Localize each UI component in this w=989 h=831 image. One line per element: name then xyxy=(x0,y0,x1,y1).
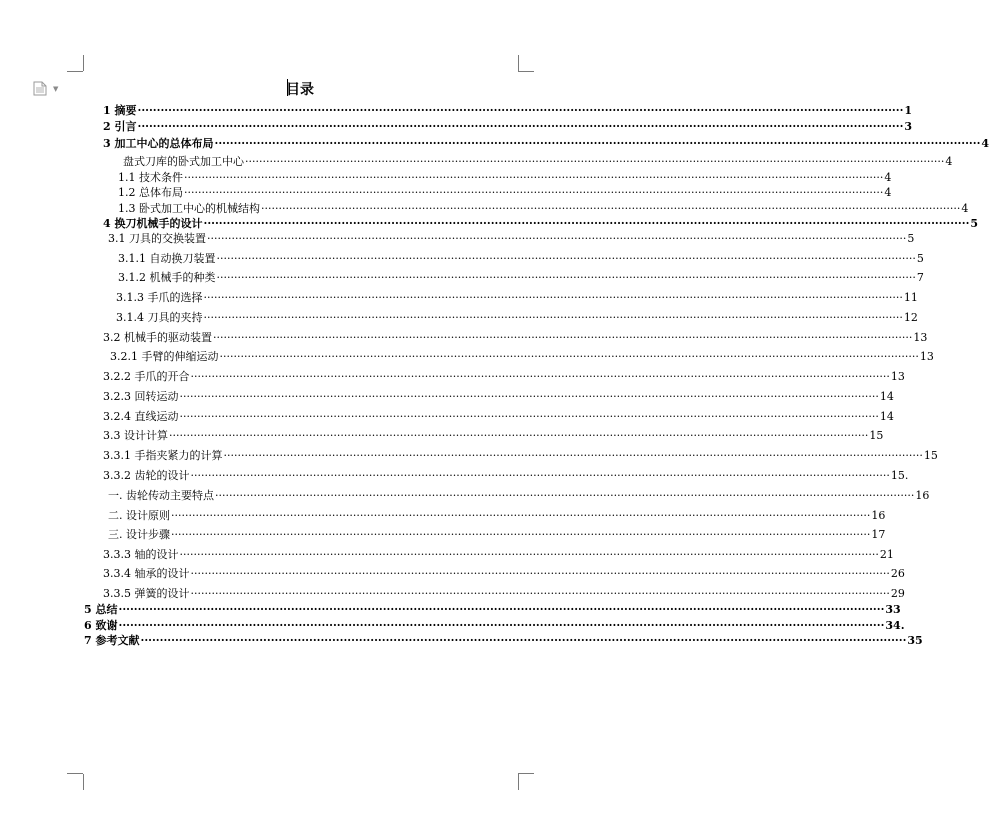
toc-entry[interactable] xyxy=(84,634,923,648)
toc-entry-label: 二. 设计原则 xyxy=(108,509,170,522)
toc-entry[interactable] xyxy=(108,528,886,542)
toc-entry-label: 4 换刀机械手的设计 xyxy=(103,217,203,230)
toc-entry[interactable] xyxy=(103,104,913,118)
document-icon[interactable] xyxy=(33,81,47,100)
toc-entry-leader: ········································································································································································································ xyxy=(179,390,879,403)
toc-entry-leader: ········································································································································································································ xyxy=(216,252,916,265)
toc-entry[interactable] xyxy=(118,202,969,216)
toc-entry-label: 3.3.4 轴承的设计 xyxy=(103,567,190,580)
toc-entry[interactable] xyxy=(108,232,915,246)
toc-entry-leader: ········································································································································································································ xyxy=(213,331,913,344)
toc-entry-label: 1.1 技术条件 xyxy=(118,171,183,184)
toc-entry-label: 3.1.1 自动换刀装置 xyxy=(118,252,216,265)
toc-entry-leader: ········································································································································································································ xyxy=(223,449,923,462)
toc-entry-leader: ········································································································································································································ xyxy=(171,509,871,522)
toc-entry-label: 3.2.3 回转运动 xyxy=(103,390,179,403)
toc-entry-leader: ········································································································································································································ xyxy=(118,603,885,616)
toc-entry[interactable] xyxy=(103,429,884,443)
toc-entry[interactable] xyxy=(103,567,905,581)
toc-entry[interactable] xyxy=(118,186,892,200)
toc-entry[interactable] xyxy=(116,291,918,305)
toc-entry-page: 7 xyxy=(916,271,924,284)
crop-mark-top-left-h xyxy=(67,71,83,72)
crop-mark-top-right-v xyxy=(518,55,519,71)
toc-entry-label: 3.1.4 刀具的夹持 xyxy=(116,311,203,324)
toc-entry-leader: ········································································································································································································ xyxy=(137,120,904,133)
chevron-down-icon[interactable]: ▼ xyxy=(53,85,59,93)
toc-entry-leader: ········································································································································································································ xyxy=(169,429,869,442)
toc-entry[interactable] xyxy=(103,370,905,384)
toc-entry[interactable] xyxy=(118,252,924,266)
toc-entry-page: 17 xyxy=(871,528,886,541)
toc-entry-leader: ········································································································································································································ xyxy=(215,489,915,502)
toc-entry-label: 一. 齿轮传动主要特点 xyxy=(108,489,214,502)
toc-entry-leader: ········································································································································································································ xyxy=(137,104,904,117)
toc-entry-page: 33 xyxy=(885,603,901,616)
toc-entry-label: 6 致谢 xyxy=(84,619,118,632)
page-title: 目录 xyxy=(286,82,314,98)
toc-entry[interactable] xyxy=(103,217,979,231)
toc-entry-page: 14 xyxy=(879,390,894,403)
toc-entry-page: 35 xyxy=(907,634,923,647)
toc-entry-label: 3.2.1 手臂的伸缩运动 xyxy=(110,350,219,363)
toc-entry-leader: ········································································································································································································ xyxy=(203,217,970,230)
toc-entry[interactable] xyxy=(108,489,930,503)
toc-entry-page: 13 xyxy=(890,370,905,383)
toc-entry-label: 3.3.5 弹簧的设计 xyxy=(103,587,190,600)
toc-entry-leader: ········································································································································································································ xyxy=(219,350,919,363)
toc-entry-page: 5 xyxy=(970,217,979,230)
toc-entry-page: 11 xyxy=(903,291,918,304)
toc-entry-page: 34. xyxy=(885,619,905,632)
toc-entry-page: 4 xyxy=(945,155,953,168)
toc-entry-page: 26 xyxy=(890,567,905,580)
crop-mark-bottom-right-h xyxy=(518,773,534,774)
toc-entry-label: 三. 设计步骤 xyxy=(108,528,170,541)
toc-entry-page: 14 xyxy=(879,410,894,423)
crop-mark-bottom-right-v xyxy=(518,774,519,790)
toc-entry-page: 15. xyxy=(890,469,909,482)
toc-entry-label: 3.1.2 机械手的种类 xyxy=(118,271,216,284)
toc-entry-leader: ········································································································································································································ xyxy=(214,137,981,150)
toc-entry-page: 4 xyxy=(884,171,892,184)
toc-entry[interactable] xyxy=(116,311,918,325)
toc-entry-leader: ········································································································································································································ xyxy=(118,619,885,632)
toc-entry-leader: ········································································································································································································ xyxy=(245,155,945,168)
toc-entry-label: 1 摘要 xyxy=(103,104,137,117)
toc-entry-label: 1.3 卧式加工中心的机械结构 xyxy=(118,202,260,215)
toc-entry-label: 3.2.4 直线运动 xyxy=(103,410,179,423)
toc-entry-label: 盘式刀库的卧式加工中心 xyxy=(123,155,244,168)
toc-entry-leader: ········································································································································································································ xyxy=(216,271,916,284)
toc-entry-leader: ········································································································································································································ xyxy=(207,232,907,245)
crop-mark-bottom-left-h xyxy=(67,773,83,774)
crop-mark-bottom-left-v xyxy=(83,774,84,790)
toc-entry[interactable] xyxy=(103,331,928,345)
toc-entry[interactable] xyxy=(110,350,934,364)
toc-entry-label: 3 加工中心的总体布局 xyxy=(103,137,214,150)
toc-entry-label: 3.2.2 手爪的开合 xyxy=(103,370,190,383)
toc-entry-label: 5 总结 xyxy=(84,603,118,616)
toc-entry-label: 3.3.1 手指夹紧力的计算 xyxy=(103,449,223,462)
toc-entry-label: 3.3 设计计算 xyxy=(103,429,168,442)
toc-entry-label: 7 参考文献 xyxy=(84,634,140,647)
toc-entry-leader: ········································································································································································································ xyxy=(179,548,879,561)
crop-mark-top-right-h xyxy=(518,71,534,72)
toc-entry-leader: ········································································································································································································ xyxy=(184,171,884,184)
toc-entry-page: 1 xyxy=(904,104,913,117)
toc-entry-label: 3.3.2 齿轮的设计 xyxy=(103,469,190,482)
toc-entry[interactable] xyxy=(118,171,892,185)
toc-entry[interactable] xyxy=(103,390,894,404)
toc-entry[interactable] xyxy=(103,548,894,562)
toc-entry-leader: ········································································································································································································ xyxy=(179,410,879,423)
toc-entry[interactable] xyxy=(123,155,953,169)
toc-entry-leader: ········································································································································································································ xyxy=(190,370,890,383)
toc-entry[interactable] xyxy=(103,469,909,483)
toc-entry-leader: ········································································································································································································ xyxy=(261,202,961,215)
toc-entry-leader: ········································································································································································································ xyxy=(190,469,890,482)
toc-entry[interactable] xyxy=(84,619,905,633)
toc-entry-leader: ········································································································································································································ xyxy=(184,186,884,199)
toc-entry-label: 3.3.3 轴的设计 xyxy=(103,548,179,561)
toc-entry-page: 15 xyxy=(869,429,884,442)
toc-entry-label: 3.1 刀具的交换装置 xyxy=(108,232,206,245)
toc-entry-page: 16 xyxy=(915,489,930,502)
toc-entry[interactable] xyxy=(103,449,938,463)
toc-entry-leader: ········································································································································································································ xyxy=(190,567,890,580)
toc-entry-label: 3.1.3 手爪的选择 xyxy=(116,291,203,304)
toc-entry-leader: ········································································································································································································ xyxy=(203,291,903,304)
toc-entry[interactable] xyxy=(103,410,894,424)
toc-entry[interactable] xyxy=(103,587,905,601)
toc-entry-page: 5 xyxy=(916,252,924,265)
toc-entry-page: 5 xyxy=(907,232,915,245)
toc-entry-page: 13 xyxy=(913,331,928,344)
toc-entry-page: 15 xyxy=(923,449,938,462)
toc-entry[interactable] xyxy=(108,509,886,523)
toc-entry[interactable] xyxy=(103,137,989,151)
toc-entry-leader: ········································································································································································································ xyxy=(140,634,907,647)
toc-entry-page: 4 xyxy=(961,202,969,215)
toc-entry-page: 13 xyxy=(919,350,934,363)
toc-entry-page: 12 xyxy=(903,311,918,324)
toc-entry[interactable] xyxy=(103,120,913,134)
toc-entry-label: 2 引言 xyxy=(103,120,137,133)
toc-entry-page: 4 xyxy=(884,186,892,199)
toc-entry-leader: ········································································································································································································ xyxy=(171,528,871,541)
toc-entry-page: 3 xyxy=(904,120,913,133)
toc-entry[interactable] xyxy=(118,271,924,285)
toc-entry-page: 29 xyxy=(890,587,905,600)
toc-entry-label: 1.2 总体布局 xyxy=(118,186,183,199)
toc-entry-label: 3.2 机械手的驱动装置 xyxy=(103,331,212,344)
toc-entry-page: 4 xyxy=(981,137,989,150)
toc-entry[interactable] xyxy=(84,603,901,617)
toc-entry-page: 16 xyxy=(871,509,886,522)
toc-entry-leader: ········································································································································································································ xyxy=(190,587,890,600)
crop-mark-top-left-v xyxy=(83,55,84,71)
toc-entry-leader: ········································································································································································································ xyxy=(203,311,903,324)
toc-entry-page: 21 xyxy=(879,548,894,561)
